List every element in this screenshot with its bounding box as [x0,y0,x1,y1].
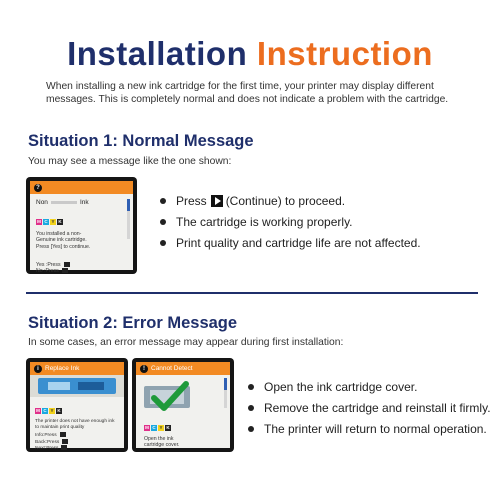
replace-ink-screen [26,358,128,452]
cannot-detect-screen [132,358,234,452]
bullet-dot [248,384,254,390]
screen-line-1: Open the ink [144,436,174,442]
screen-line-2: Genuine ink cartridge. [36,237,87,244]
alert-icon: ! [140,365,148,373]
next-key-icon [61,445,67,450]
section1-bullets [160,190,421,253]
back-option[interactable]: Back:Press [35,439,119,445]
section1-heading: Situation 1: Normal Message [28,132,254,150]
info-option[interactable]: Info:Press [35,432,119,438]
section2-heading: Situation 2: Error Message [28,314,238,332]
screen-title: Cannot Detect [151,365,193,372]
bullet-dot [248,405,254,411]
ink-c: C [152,425,156,430]
screen-line-2: to maintain print quality [35,424,85,430]
ink-y: Y [50,408,54,413]
ink-indicators [36,210,124,228]
printer-illustration-icon [30,375,124,397]
yes-key-icon [64,262,70,267]
bullet-dot [160,219,166,225]
no-option[interactable]: No :Press [36,268,124,274]
bullet-dot [248,426,254,432]
screen-title-bar [30,362,124,375]
ink-k: K [58,219,62,224]
info-icon: i [34,365,42,373]
bullet-dot [160,198,166,204]
title-word-instruction: Instruction [256,35,433,72]
intro-paragraph: When installing a new ink cartridge for the first time, your printer may display different messages. This is completely normal and does not indicate a problem with the cartridge. [46,81,449,105]
screen-title: Replace Ink [45,365,80,372]
bullet-item: Open the ink cartridge cover. [248,376,491,397]
bullet-item: Press (Continue) to proceed. [160,190,421,211]
screen-line-1: You installed a non- [36,231,82,237]
ink-c: C [44,219,48,224]
screen-title-bar [136,362,230,375]
bullet-item: The printer will return to normal operation. [248,418,491,439]
back-key-icon [62,439,68,444]
cartridge-check-icon [142,378,202,414]
page-title [0,34,500,74]
screen-line-3: Press [Yes] to continue. [36,243,91,250]
redacted-brand [51,201,77,204]
bullet-item: The cartridge is working properly. [160,211,421,232]
ink-k: K [57,408,61,413]
question-icon: ? [34,184,42,192]
screen-message-title: Non Ink [36,199,89,206]
bullet-item: Print quality and cartridge life are not affected. [160,232,421,253]
section2-bullets [248,376,491,439]
yes-option[interactable]: Yes :Press [36,262,124,268]
ink-m: M [36,408,40,413]
screen-line-2: cartridge cover. [144,442,180,449]
section1-subtitle: You may see a message like the one shown: [28,156,232,167]
bullet-dot [160,240,166,246]
screen-title-bar [30,181,133,194]
ink-k: K [166,425,170,430]
screen-scrollbar [127,199,130,239]
info-key-icon [60,432,66,437]
ink-indicators [144,416,179,434]
ink-m: M [37,219,41,224]
bullet-item: Remove the cartridge and reinstall it firmly. [248,397,491,418]
ink-indicators [35,399,119,417]
ink-y: Y [159,425,163,430]
screen-line-1: The printer does not have enough ink [35,419,115,424]
section2-subtitle: In some cases, an error message may appear during first installation: [28,337,344,348]
section-divider [26,292,478,294]
ink-m: M [145,425,149,430]
normal-message-screen [26,177,137,274]
continue-button-icon [211,195,223,207]
title-word-installation: Installation [67,35,248,72]
no-key-icon [62,268,68,273]
screen-scrollbar [224,378,227,408]
next-option[interactable]: Next:Press [35,445,119,451]
ink-c: C [43,408,47,413]
ink-y: Y [51,219,55,224]
